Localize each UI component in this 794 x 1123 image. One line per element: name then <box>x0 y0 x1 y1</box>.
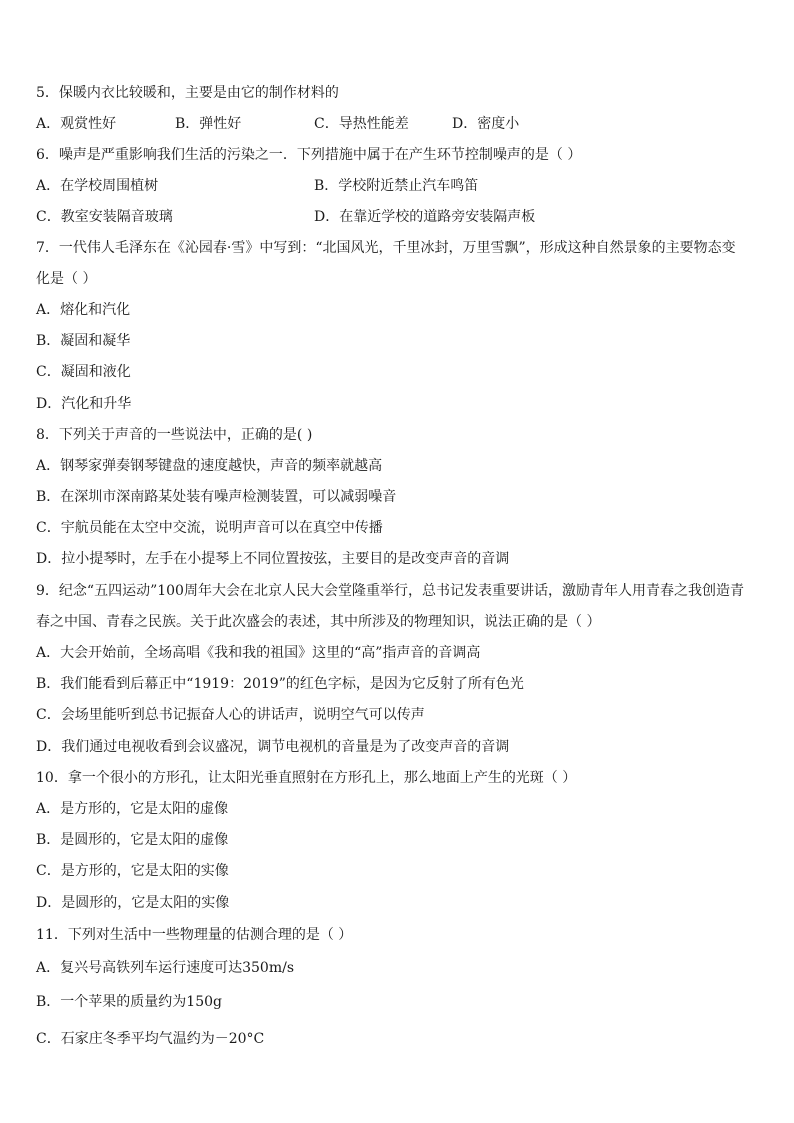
question-6-option-d: D．在靠近学校的道路旁安装隔声板 <box>314 209 536 225</box>
question-6-stem: 6．噪声是严重影响我们生活的污染之一．下列措施中属于在产生环节控制噪声的是（ ） <box>36 147 582 163</box>
question-9-option-c: C．会场里能听到总书记振奋人心的讲话声，说明空气可以传声 <box>36 707 425 723</box>
question-10-option-c: C．是方形的，它是太阳的实像 <box>36 863 229 879</box>
question-11-option-b: B．一个苹果的质量约为150g <box>36 994 222 1010</box>
question-7-option-c: C．凝固和液化 <box>36 364 131 380</box>
question-5-option-a: A．观赏性好 <box>36 116 117 132</box>
question-11-option-a: A．复兴号高铁列车运行速度可达350m/s <box>36 960 295 976</box>
question-10-stem: 10．拿一个很小的方形孔，让太阳光垂直照射在方形孔上，那么地面上产生的光斑（ ） <box>36 770 577 786</box>
question-7-option-b: B．凝固和凝华 <box>36 333 131 349</box>
question-8-option-b: B．在深圳市深南路某处装有噪声检测装置，可以减弱噪音 <box>36 489 397 505</box>
question-7-option-a: A．熔化和汽化 <box>36 302 131 318</box>
question-5-stem: 5．保暖内衣比较暖和，主要是由它的制作材料的 <box>36 85 339 101</box>
question-5-option-d: D．密度小 <box>452 116 520 132</box>
question-9-stem-line-1: 9．纪念“五四运动”100周年大会在北京人民大会堂隆重举行，总书记发表重要讲话，激励青年人用青春之我创造青 <box>36 583 744 599</box>
question-10-option-b: B．是圆形的，它是太阳的虚像 <box>36 832 229 848</box>
question-6-option-a: A．在学校周围植树 <box>36 178 159 194</box>
question-10-option-a: A．是方形的，它是太阳的虚像 <box>36 801 229 817</box>
question-9-option-d: D．我们通过电视收看到会议盛况，调节电视机的音量是为了改变声音的音调 <box>36 739 510 755</box>
question-5-option-b: B．弹性好 <box>175 116 242 132</box>
question-9-option-a: A．大会开始前，全场高唱《我和我的祖国》这里的“高”指声音的音调高 <box>36 645 481 661</box>
question-10-option-d: D．是圆形的，它是太阳的实像 <box>36 895 230 911</box>
question-6-option-b: B．学校附近禁止汽车鸣笛 <box>314 178 479 194</box>
question-5-option-c: C．导热性能差 <box>314 116 409 132</box>
question-6-option-c: C．教室安装隔音玻璃 <box>36 209 173 225</box>
question-7-option-d: D．汽化和升华 <box>36 396 132 412</box>
question-8-option-c: C．宇航员能在太空中交流，说明声音可以在真空中传播 <box>36 520 383 536</box>
question-8-option-d: D．拉小提琴时，左手在小提琴上不同位置按弦，主要目的是改变声音的音调 <box>36 551 510 567</box>
question-11-option-c: C．石家庄冬季平均气温约为－20°C <box>36 1031 265 1047</box>
question-7-stem-line-1: 7．一代伟人毛泽东在《沁园春·雪》中写到：“北国风光，千里冰封，万里雪飘”，形成这种自然景象的主要物态变 <box>36 240 736 256</box>
question-9-stem-line-2: 春之中国、青春之民族。关于此次盛会的表述，其中所涉及的物理知识，说法正确的是（ ） <box>36 614 601 630</box>
question-9-option-b: B．我们能看到后幕正中“1919：2019”的红色字标，是因为它反射了所有色光 <box>36 676 524 692</box>
question-8-stem: 8．下列关于声音的一些说法中，正确的是( ) <box>36 427 313 443</box>
question-11-stem: 11．下列对生活中一些物理量的估测合理的是（ ） <box>36 927 353 943</box>
question-8-option-a: A．钢琴家弹奏钢琴键盘的速度越快，声音的频率就越高 <box>36 458 383 474</box>
question-7-stem-line-2: 化是（ ） <box>36 271 97 287</box>
